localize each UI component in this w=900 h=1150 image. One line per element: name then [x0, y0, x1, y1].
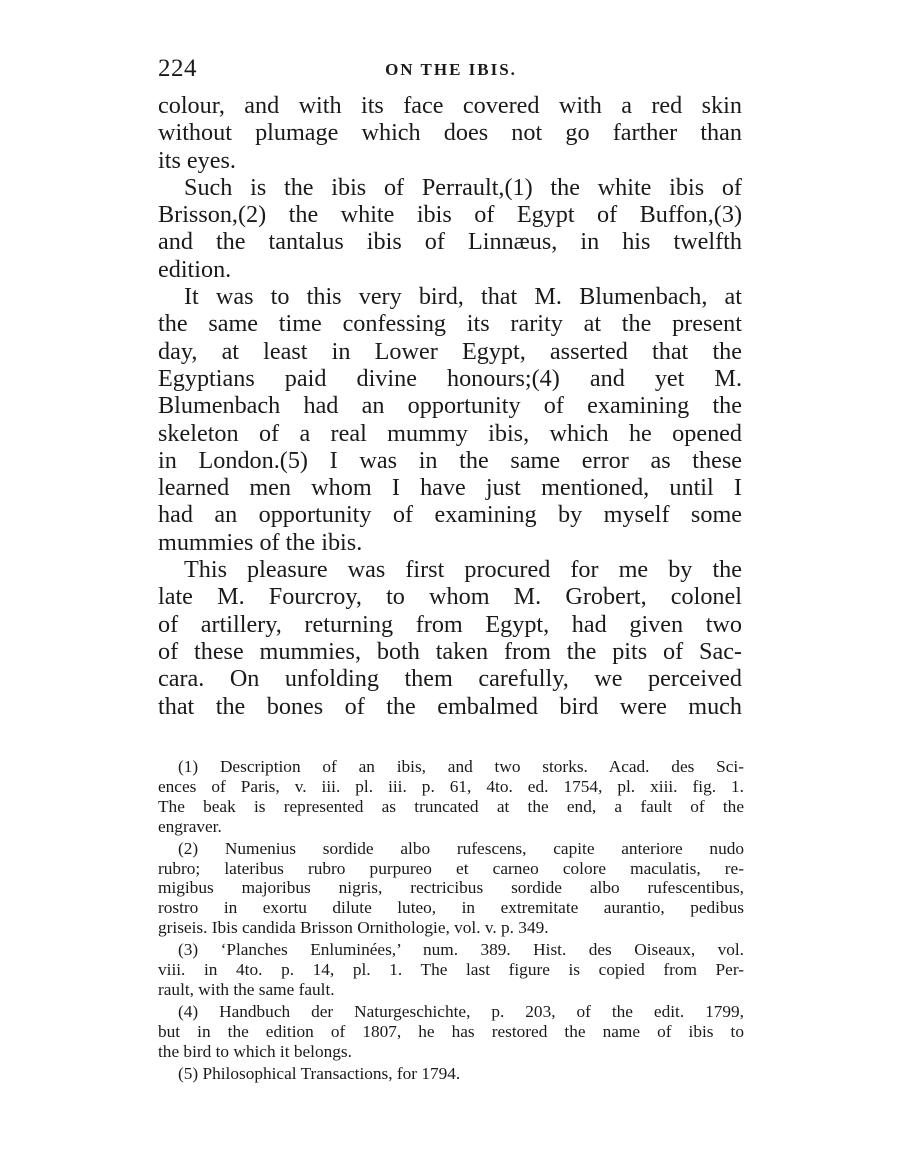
footnote-line: but in the edition of 1807, he has restored the name of ibis to [158, 1021, 744, 1041]
footnote-line: (1) Description of an ibis, and two storks. Acad. des Sci- [178, 757, 744, 776]
footnote [158, 940, 744, 1000]
body-line: Such is the ibis of Perrault,(1) the white ibis of [184, 173, 742, 201]
footnote-line: migibus majoribus nigris, rectricibus sordide albo rufescentibus, [158, 878, 744, 898]
running-head: ON THE IBIS. [385, 60, 517, 79]
body-line: It was to this very bird, that M. Blumenbach, at [184, 283, 742, 311]
footnote-line: griseis. Ibis candida Brisson Ornithologie, vol. v. p. 349. [158, 918, 549, 938]
footnote [158, 757, 744, 837]
body-line: Egyptians paid divine honours;(4) and yet M. [158, 364, 742, 392]
footnote [158, 1002, 744, 1062]
body-line: edition. [158, 255, 232, 283]
footnote-line: The beak is represented as truncated at the end, a fault of the [158, 796, 744, 816]
body-line: cara. On unfolding them carefully, we perceived [158, 665, 742, 693]
body-line: that the bones of the embalmed bird were much [158, 692, 742, 720]
footnote-line: viii. in 4to. p. 14, pl. 1. The last figure is copied from Per- [158, 960, 744, 980]
footnote-line: (5) Philosophical Transactions, for 1794. [178, 1063, 461, 1083]
body-line: its eyes. [158, 146, 236, 174]
body-line: the same time confessing its rarity at the present [158, 310, 742, 338]
body-line: colour, and with its face covered with a red skin [158, 92, 742, 119]
body-line: without plumage which does not go farther than [158, 119, 742, 147]
body-line: of artillery, returning from Egypt, had given two [158, 610, 742, 638]
footnote-line: (3) ‘Planches Enluminées,’ num. 389. Hist. des Oiseaux, vol. [178, 940, 744, 960]
footnote-line: rostro in exortu dilute luteo, in extremitate aurantio, pedibus [158, 898, 744, 918]
page-number: 224 [158, 55, 197, 82]
body-text [158, 92, 742, 720]
body-line: skeleton of a real mummy ibis, which he opened [158, 419, 742, 447]
body-line: in London.(5) I was in the same error as these [158, 446, 742, 474]
body-line: mummies of the ibis. [158, 528, 363, 556]
page-header [158, 55, 744, 85]
footnote-line: rubro; lateribus rubro purpureo et carneo colore maculatis, re- [158, 858, 744, 878]
body-line: and the tantalus ibis of Linnæus, in his twelfth [158, 228, 742, 256]
footnote-line: (4) Handbuch der Naturgeschichte, p. 203, of the edit. 1799, [178, 1001, 744, 1021]
body-line: had an opportunity of examining by myself some [158, 501, 742, 529]
body-line: late M. Fourcroy, to whom M. Grobert, colonel [158, 583, 742, 611]
footnote-line: the bird to which it belongs. [158, 1041, 352, 1061]
footnote-line: engraver. [158, 816, 222, 836]
footnote-line: rault, with the same fault. [158, 979, 335, 999]
body-line: day, at least in Lower Egypt, asserted that the [158, 337, 742, 365]
footnote [158, 839, 744, 939]
body-line: learned men whom I have just mentioned, until I [158, 474, 742, 502]
footnote-line: (2) Numenius sordide albo rufescens, capite anteriore nudo [178, 838, 744, 858]
body-line: This pleasure was first procured for me by the [184, 556, 742, 584]
body-line: of these mummies, both taken from the pits of Sac- [158, 637, 742, 665]
footnote-line: ences of Paris, v. iii. pl. iii. p. 61, 4to. ed. 1754, pl. xiii. fig. 1. [158, 776, 744, 796]
body-line: Brisson,(2) the white ibis of Egypt of Buffon,(3) [158, 201, 742, 229]
body-line: Blumenbach had an opportunity of examining the [158, 392, 742, 420]
footnotes [158, 757, 744, 1086]
footnote [158, 1064, 744, 1084]
